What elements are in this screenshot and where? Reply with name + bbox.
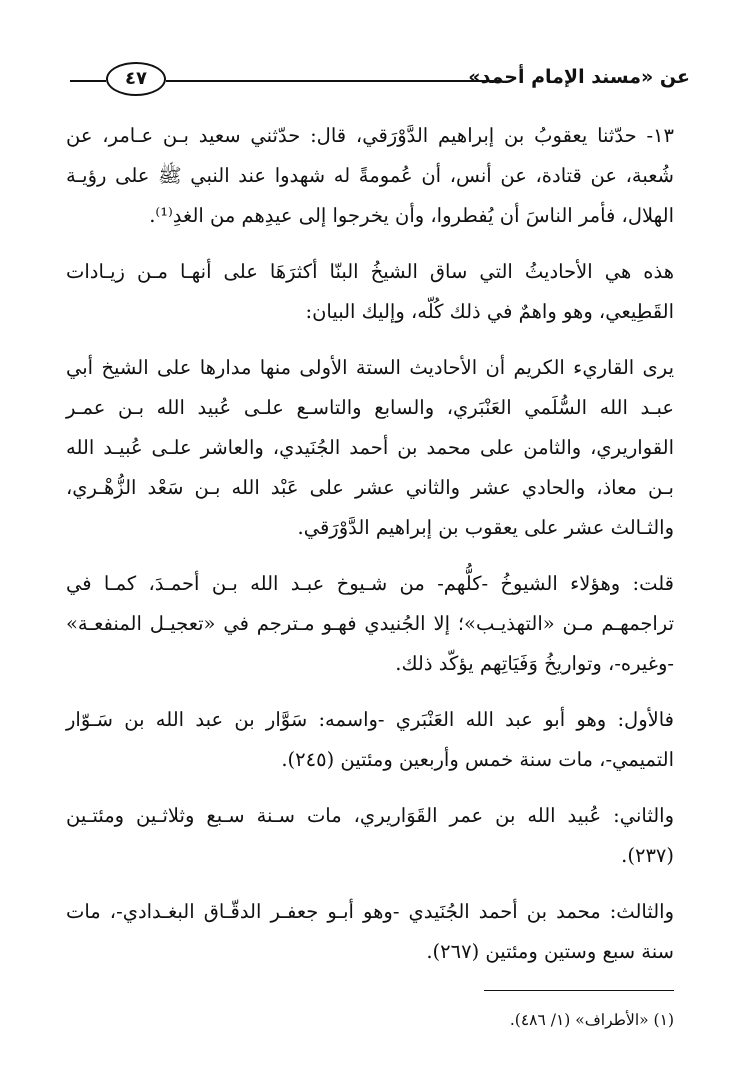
footnote: (١) «الأطراف» (١/ ٤٨٦). <box>509 1011 674 1029</box>
page-body <box>66 116 674 986</box>
page-header <box>70 60 690 102</box>
body-paragraph: والثالث: محمد بن أحمد الجُنَيدي -وهو أبـو جعفـر الدقّـاق البغـدادي-، مات سنة سبع وستين ومئتين (٢٦٧). <box>66 900 674 963</box>
body-paragraph: قلت: وهؤلاء الشيوخُ -كلُّهم- من شـيوخ عبـد الله بـن أحمـدَ، كمـا في تراجمهـم مـن «التهذيـب»؛ إلا الجُنيدي فهـو مـترجم في «تعجيـل المنفعـة» -وغيره-، وتواريخُ وَفَيَاتِهم يؤكّد ذلك. <box>66 572 674 675</box>
header-rule <box>166 80 500 82</box>
page-number: ٤٧ <box>106 62 166 96</box>
running-title: عن «مسند الإمام أحمد» <box>468 66 690 88</box>
body-paragraph: والثاني: عُبيد الله بن عمر القَوَاريري، مات سـنة سـبع وثلاثـين ومئتـين (٢٣٧). <box>66 804 674 867</box>
body-paragraph: هذه هي الأحاديثُ التي ساق الشيخُ البنّا أكثرَهَا على أنهـا مـن زيـادات القَطِيعي، وهو واهمٌ في ذلك كُلّه، وإليك البيان: <box>66 260 674 323</box>
footnote-separator <box>484 990 674 991</box>
body-paragraph: فالأول: وهو أبو عبد الله العَنْبَري -واسمه: سَوَّار بن عبد الله بن سَـوّار التميمي-، مات سنة خمس وأربعين ومئتين (٢٤٥). <box>66 708 674 771</box>
body-paragraph: يرى القاريء الكريم أن الأحاديث الستة الأولى منها مدارها على الشيخ أبي عبـد الله السُّلَمي العَنْبَري، والسابع والتاسـع علـى عُبيد الله بـن عمـر القواريري، والثامن على محمد بن أحمد الجُنَيدي، والعاشر علـى عُبيـد الله بـن معاذ، والحادي عشر والثاني عشر على عَبْد الله بـن سَعْد الزُّهْـري، والثـالث عشر على يعقوب بن إبراهيم الدَّوْرَقي. <box>66 356 674 539</box>
hadith-paragraph: ١٣- حدّثنا يعقوبُ بن إبراهيم الدَّوْرَقي، قال: حدّثني سعيد بـن عـامر، عن شُعبة، عن قتادة، عن أنس، أن عُمومةً له شهدوا عند النبي ﷺ على رؤيـة الهلال، فأمر الناسَ أن يُفطروا، وأن يخرجوا إلى عيدِهم من الغدِ⁽¹⁾. <box>66 124 674 227</box>
header-rule-left <box>70 80 106 82</box>
